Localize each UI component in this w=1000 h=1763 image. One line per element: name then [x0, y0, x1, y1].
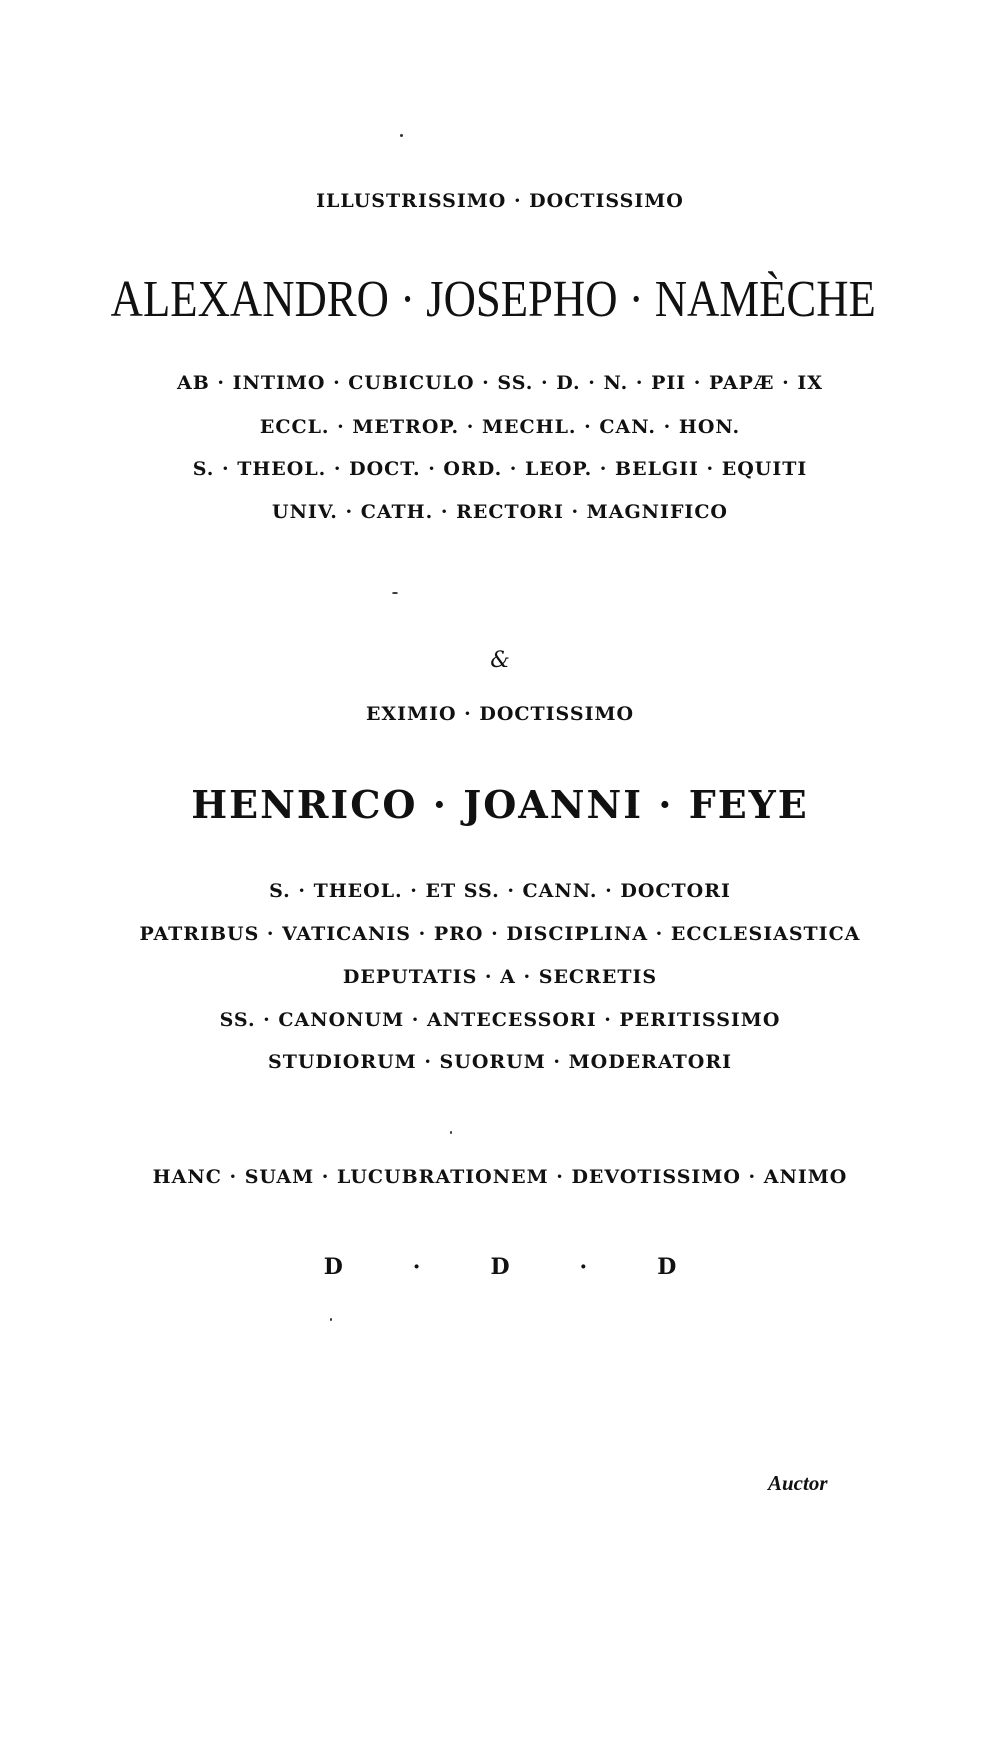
offering-line: HANC · SUAM · LUCUBRATIONEM · DEVOTISSIMO · ANIMO: [152, 1166, 848, 1188]
ink-speck: [330, 1318, 332, 1321]
dedicatee-2-title-line: SS. · CANONUM · ANTECESSORI · PERITISSIMO: [219, 1009, 781, 1031]
formula-letter: D: [323, 1254, 343, 1280]
dedicatee-2-title-line: STUDIORUM · SUORUM · MODERATORI: [267, 1051, 733, 1073]
dedication-second-line: EXIMIO · DOCTISSIMO: [365, 703, 635, 725]
ampersand: &: [490, 648, 510, 673]
formula-letter: D: [490, 1254, 510, 1280]
ink-speck: [400, 134, 403, 137]
dedicatee-name-2: HENRICO · JOANNI · FEYE: [191, 782, 809, 827]
dedicatee-2-title-line: PATRIBUS · VATICANIS · PRO · DISCIPLINA · ECCLESIASTICA: [139, 923, 861, 945]
dedicatee-2-title-line: S. · THEOL. · ET SS. · CANN. · DOCTORI: [269, 880, 731, 902]
ink-speck: [392, 592, 398, 594]
dedicatee-2-title-line: DEPUTATIS · A · SECRETIS: [342, 966, 658, 988]
dedicatee-1-title-line: UNIV. · CATH. · RECTORI · MAGNIFICO: [272, 501, 728, 523]
dedicatee-1-title-line: S. · THEOL. · DOCT. · ORD. · LEOP. · BELGII · EQUITI: [192, 458, 808, 480]
dedicatee-1-title-line: ECCL. · METROP. · MECHL. · CAN. · HON.: [259, 416, 741, 438]
dedicatee-name-1: ALEXANDRO · JOSEPHO · NAMÈCHE: [110, 271, 876, 328]
ink-speck: [450, 1131, 452, 1134]
dedicatee-1-title-line: AB · INTIMO · CUBICULO · SS. · D. · N. · PII · PAPÆ · IX: [176, 372, 824, 394]
formula-letter: D: [657, 1254, 677, 1280]
dedication-formula: [0, 1256, 1000, 1278]
author-signature: Auctor: [768, 1471, 828, 1495]
formula-separator: ·: [579, 1254, 588, 1280]
formula-separator: ·: [412, 1254, 421, 1280]
dedication-opening-line: ILLUSTRISSIMO · DOCTISSIMO: [316, 190, 684, 212]
